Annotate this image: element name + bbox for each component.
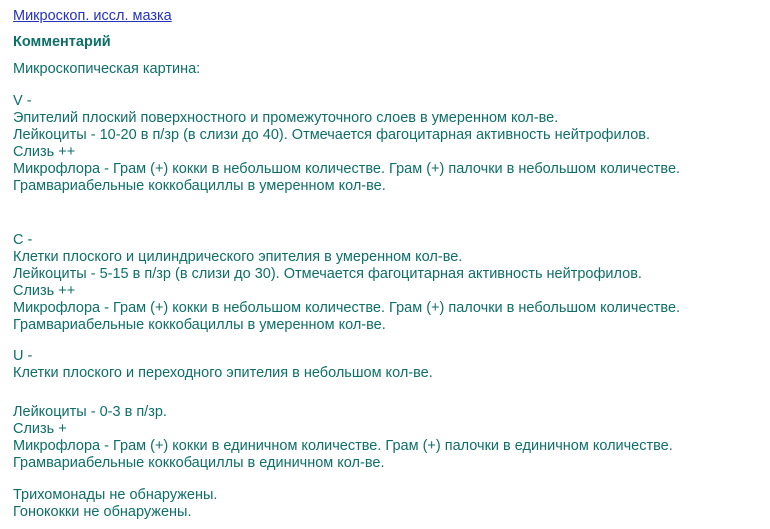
microscopy-link[interactable]: Микроскоп. иссл. мазка: [13, 8, 172, 24]
section-v-label: V -: [13, 93, 32, 109]
section-u-leukocytes: Лейкоциты - 0-3 в п/зр.: [13, 404, 167, 420]
trichomonas-result: Трихомонады не обнаружены.: [13, 487, 218, 503]
section-c-gramvariable: Грамвариабельные коккобациллы в умеренном кол-ве.: [13, 317, 386, 333]
section-c-epithelium: Клетки плоского и цилиндрического эпителия в умеренном кол-ве.: [13, 249, 463, 265]
section-c-microflora: Микрофлора - Грам (+) кокки в небольшом количестве. Грам (+) палочки в небольшом количестве.: [13, 300, 681, 316]
section-u-epithelium: Клетки плоского и переходного эпителия в небольшом кол-ве.: [13, 365, 433, 381]
section-v-gramvariable: Грамвариабельные коккобациллы в умеренном кол-ве.: [13, 178, 386, 194]
comment-heading: Комментарий: [13, 34, 111, 50]
section-v-mucus: Слизь ++: [13, 144, 76, 160]
section-c-leukocytes: Лейкоциты - 5-15 в п/зр (в слизи до 30). Отмечается фагоцитарная активность нейтрофилов.: [13, 266, 642, 282]
section-u-label: U -: [13, 348, 33, 364]
section-c-label: C -: [13, 232, 33, 248]
section-u-microflora: Микрофлора - Грам (+) кокки в единичном количестве. Грам (+) палочки в единичном количестве.: [13, 438, 673, 454]
gonococci-result: Гонококки не обнаружены.: [13, 504, 192, 520]
intro-text: Микроскопическая картина:: [13, 61, 201, 77]
section-c-mucus: Слизь ++: [13, 283, 76, 299]
section-v-leukocytes: Лейкоциты - 10-20 в п/зр (в слизи до 40). Отмечается фагоцитарная активность нейтрофилов.: [13, 127, 651, 143]
section-u-mucus: Слизь +: [13, 421, 67, 437]
section-u-gramvariable: Грамвариабельные коккобациллы в единичном кол-ве.: [13, 455, 385, 471]
section-v-epithelium: Эпителий плоский поверхностного и промежуточного слоев в умеренном кол-ве.: [13, 110, 559, 126]
section-v-microflora: Микрофлора - Грам (+) кокки в небольшом количестве. Грам (+) палочки в небольшом количестве.: [13, 161, 681, 177]
